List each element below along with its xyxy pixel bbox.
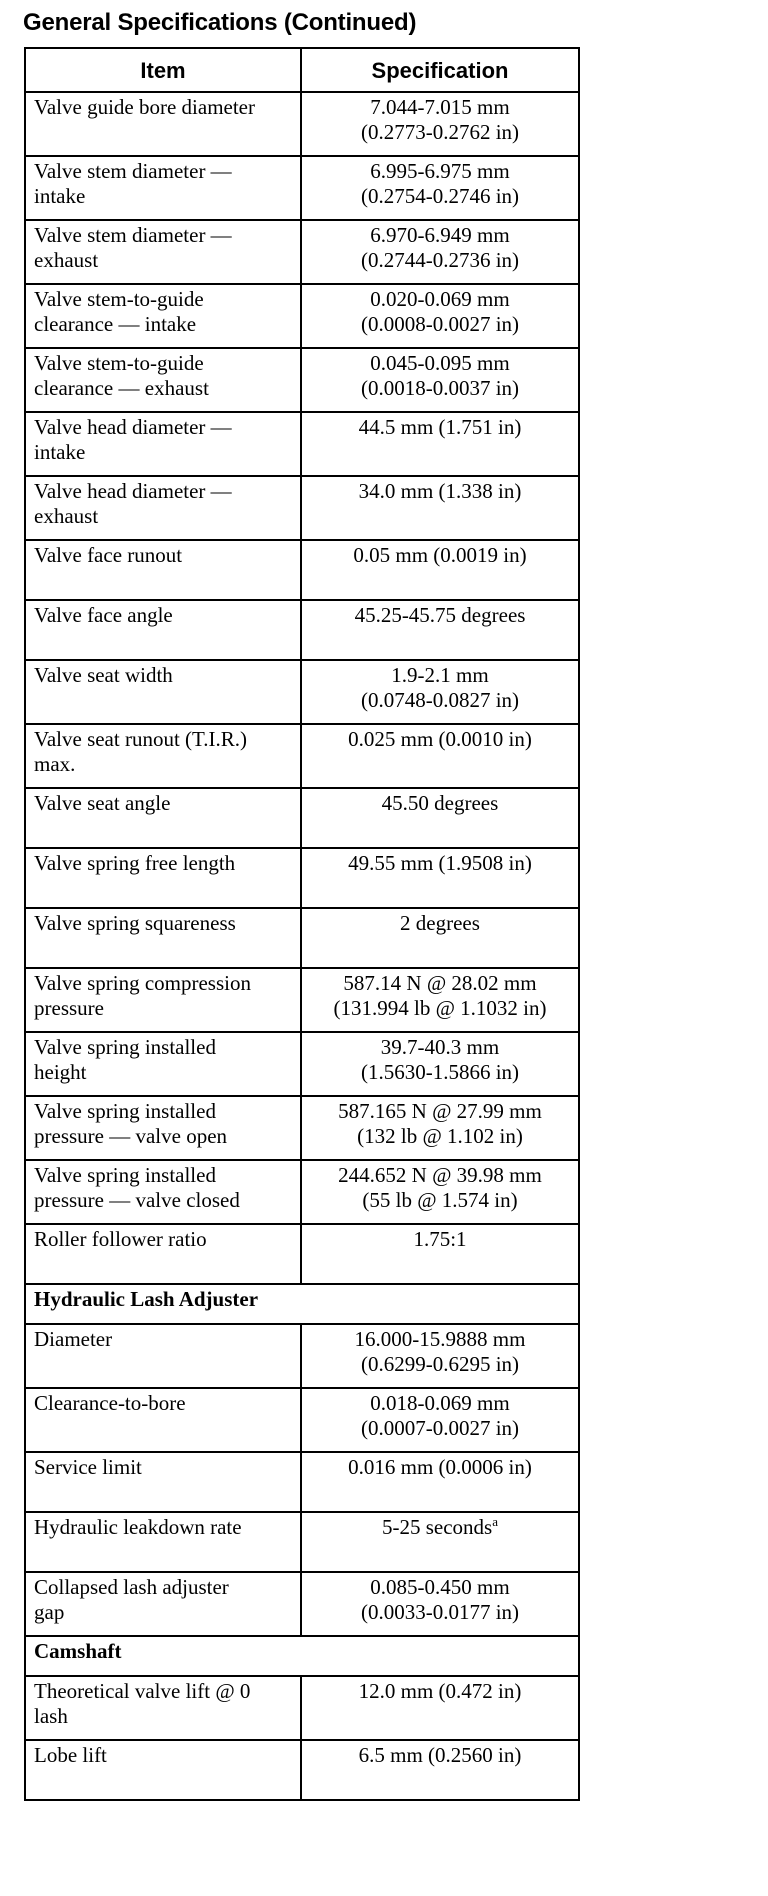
item-cell	[25, 1512, 301, 1572]
table-row	[25, 540, 579, 600]
table-row	[25, 1572, 579, 1636]
table-row	[25, 1160, 579, 1224]
item-text: Valve spring installed	[34, 1163, 216, 1187]
spec-text: 587.14 N @ 28.02 mm	[343, 971, 537, 995]
spec-cell	[301, 788, 579, 848]
table-row	[25, 348, 579, 412]
item-text: Clearance-to-bore	[34, 1391, 186, 1415]
table-row	[25, 412, 579, 476]
spec-text: (0.2773-0.2762 in)	[360, 120, 520, 144]
item-text: gap	[34, 1600, 65, 1624]
item-text: pressure — valve open	[34, 1124, 228, 1148]
spec-text: 45.50 degrees	[381, 791, 499, 815]
item-text: Valve stem diameter —	[34, 159, 232, 183]
table-row	[25, 724, 579, 788]
spec-text: 45.25-45.75 degrees	[354, 603, 526, 627]
table-row	[25, 788, 579, 848]
spec-cell	[301, 724, 579, 788]
spec-text: 2 degrees	[400, 911, 480, 935]
spec-text: 6.995-6.975 mm	[370, 159, 510, 183]
spec-cell	[301, 1452, 579, 1512]
item-text: Service limit	[34, 1455, 142, 1479]
item-text: Valve guide bore diameter	[34, 95, 255, 119]
item-cell	[25, 600, 301, 660]
item-text: Valve seat runout (T.I.R.)	[34, 727, 248, 751]
spec-table	[24, 47, 580, 1801]
spec-cell	[301, 1224, 579, 1284]
item-text: intake	[34, 184, 86, 208]
spec-cell	[301, 1572, 579, 1636]
item-cell	[25, 660, 301, 724]
table-row	[25, 1512, 579, 1572]
table-row	[25, 1096, 579, 1160]
item-text: Valve face runout	[34, 543, 183, 567]
spec-cell	[301, 348, 579, 412]
item-text: clearance — intake	[34, 312, 197, 336]
item-cell	[25, 1096, 301, 1160]
spec-value: 5-25 seconds	[381, 1515, 493, 1539]
item-text: Valve stem diameter —	[34, 223, 232, 247]
spec-text: 0.016 mm (0.0006 in)	[348, 1455, 532, 1479]
spec-text: 44.5 mm (1.751 in)	[358, 415, 522, 439]
spec-cell	[301, 284, 579, 348]
item-text: Valve stem-to-guide	[34, 351, 204, 375]
footnote-marker: a	[492, 1514, 498, 1529]
item-cell	[25, 724, 301, 788]
item-text: Valve spring installed	[34, 1099, 216, 1123]
spec-text: 1.9-2.1 mm	[391, 663, 489, 687]
item-cell	[25, 1388, 301, 1452]
item-cell	[25, 220, 301, 284]
item-text: Valve spring compression	[34, 971, 251, 995]
spec-text: 39.7-40.3 mm	[380, 1035, 500, 1059]
spec-text: (0.0748-0.0827 in)	[360, 688, 520, 712]
section-heading: Hydraulic Lash Adjuster	[25, 1284, 579, 1324]
table-row	[25, 660, 579, 724]
table-row	[25, 220, 579, 284]
item-cell	[25, 476, 301, 540]
item-text: Valve seat width	[34, 663, 173, 687]
item-text: exhaust	[34, 504, 99, 528]
item-cell	[25, 1740, 301, 1800]
item-text: Roller follower ratio	[34, 1227, 207, 1251]
spec-cell	[301, 1512, 579, 1572]
item-text: Diameter	[34, 1327, 113, 1351]
spec-text: 587.165 N @ 27.99 mm	[338, 1099, 542, 1123]
spec-text: (0.2754-0.2746 in)	[360, 184, 520, 208]
spec-cell	[301, 476, 579, 540]
item-text: Hydraulic leakdown rate	[34, 1515, 242, 1539]
spec-text: 16.000-15.9888 mm	[354, 1327, 526, 1351]
section-row-camshaft	[25, 1636, 579, 1676]
item-cell	[25, 412, 301, 476]
item-text: exhaust	[34, 248, 99, 272]
spec-text: (55 lb @ 1.574 in)	[362, 1188, 518, 1212]
spec-cell	[301, 1740, 579, 1800]
item-text: Valve spring free length	[34, 851, 236, 875]
header-specification: Specification	[301, 48, 579, 92]
spec-cell	[301, 1096, 579, 1160]
item-text: Valve head diameter —	[34, 415, 232, 439]
spec-cell	[301, 92, 579, 156]
spec-text: (0.6299-0.6295 in)	[360, 1352, 520, 1376]
spec-text: 34.0 mm (1.338 in)	[358, 479, 522, 503]
spec-text: 0.020-0.069 mm	[370, 287, 510, 311]
item-text: Valve face angle	[34, 603, 173, 627]
item-cell	[25, 540, 301, 600]
item-text: max.	[34, 752, 76, 776]
spec-text: 0.018-0.069 mm	[370, 1391, 510, 1415]
item-cell	[25, 1224, 301, 1284]
spec-cell	[301, 848, 579, 908]
item-text: lash	[34, 1704, 68, 1728]
table-row	[25, 600, 579, 660]
item-text: height	[34, 1060, 87, 1084]
item-text: Valve spring installed	[34, 1035, 216, 1059]
table-row	[25, 1224, 579, 1284]
item-text: clearance — exhaust	[34, 376, 209, 400]
spec-text: 12.0 mm (0.472 in)	[358, 1679, 522, 1703]
spec-cell	[301, 1388, 579, 1452]
item-text: Valve spring squareness	[34, 911, 236, 935]
spec-text: (1.5630-1.5866 in)	[360, 1060, 520, 1084]
spec-cell	[301, 540, 579, 600]
item-text: Theoretical valve lift @ 0	[34, 1679, 251, 1703]
item-text: Valve seat angle	[34, 791, 171, 815]
spec-text: 6.970-6.949 mm	[370, 223, 510, 247]
header-row	[25, 48, 579, 92]
item-text: pressure — valve closed	[34, 1188, 240, 1212]
spec-cell	[301, 968, 579, 1032]
item-cell	[25, 1324, 301, 1388]
section-heading: Camshaft	[25, 1636, 579, 1676]
table-row	[25, 1676, 579, 1740]
spec-text: 1.75:1	[413, 1227, 467, 1251]
spec-text: (0.0033-0.0177 in)	[360, 1600, 520, 1624]
item-text: pressure	[34, 996, 104, 1020]
item-cell	[25, 968, 301, 1032]
spec-cell	[301, 600, 579, 660]
spec-cell	[301, 1676, 579, 1740]
spec-text: (0.0018-0.0037 in)	[360, 376, 520, 400]
item-cell	[25, 348, 301, 412]
item-cell	[25, 788, 301, 848]
table-row	[25, 1740, 579, 1800]
item-cell	[25, 156, 301, 220]
spec-text: 0.05 mm (0.0019 in)	[353, 543, 527, 567]
spec-text: 0.045-0.095 mm	[370, 351, 510, 375]
spec-text	[310, 1515, 570, 1540]
section-row-hydraulic-lash-adjuster	[25, 1284, 579, 1324]
item-cell	[25, 908, 301, 968]
item-cell	[25, 92, 301, 156]
table-body	[25, 92, 579, 1800]
spec-cell	[301, 1324, 579, 1388]
spec-text: 6.5 mm (0.2560 in)	[358, 1743, 522, 1767]
page-title: General Specifications (Continued)	[23, 9, 417, 36]
spec-text: 0.025 mm (0.0010 in)	[348, 727, 532, 751]
spec-cell	[301, 1160, 579, 1224]
table-row	[25, 156, 579, 220]
table-row	[25, 1452, 579, 1512]
spec-text: 0.085-0.450 mm	[370, 1575, 510, 1599]
header-item: Item	[25, 48, 301, 92]
item-text: Collapsed lash adjuster	[34, 1575, 229, 1599]
item-cell	[25, 284, 301, 348]
table-row	[25, 968, 579, 1032]
item-cell	[25, 1160, 301, 1224]
spec-text: 49.55 mm (1.9508 in)	[348, 851, 532, 875]
spec-text: (0.0007-0.0027 in)	[360, 1416, 520, 1440]
table-row	[25, 284, 579, 348]
item-cell	[25, 1676, 301, 1740]
item-text: Lobe lift	[34, 1743, 107, 1767]
spec-text: 7.044-7.015 mm	[370, 95, 510, 119]
table-row	[25, 1324, 579, 1388]
item-text: intake	[34, 440, 86, 464]
spec-text: (131.994 lb @ 1.1032 in)	[333, 996, 547, 1020]
spec-cell	[301, 908, 579, 968]
spec-cell	[301, 660, 579, 724]
table-row	[25, 908, 579, 968]
spec-text: (0.2744-0.2736 in)	[360, 248, 520, 272]
item-text: Valve head diameter —	[34, 479, 232, 503]
item-cell	[25, 1452, 301, 1512]
item-cell	[25, 1032, 301, 1096]
spec-cell	[301, 156, 579, 220]
spec-cell	[301, 412, 579, 476]
table-row	[25, 92, 579, 156]
spec-text: 244.652 N @ 39.98 mm	[338, 1163, 542, 1187]
spec-cell	[301, 220, 579, 284]
spec-text: (132 lb @ 1.102 in)	[357, 1124, 523, 1148]
table-row	[25, 476, 579, 540]
table-row	[25, 848, 579, 908]
spec-cell	[301, 1032, 579, 1096]
table-row	[25, 1032, 579, 1096]
spec-text: (0.0008-0.0027 in)	[360, 312, 520, 336]
item-text: Valve stem-to-guide	[34, 287, 204, 311]
table-header	[25, 48, 579, 92]
item-cell	[25, 848, 301, 908]
table-row	[25, 1388, 579, 1452]
item-cell	[25, 1572, 301, 1636]
